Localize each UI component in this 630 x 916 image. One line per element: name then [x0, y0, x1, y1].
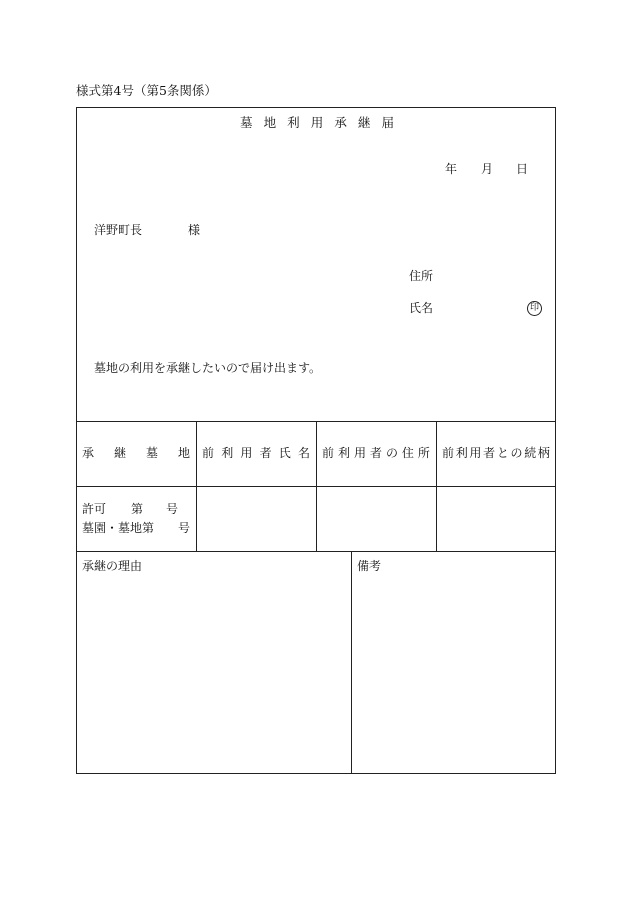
header-char: 前 — [202, 446, 215, 460]
header-previous-user-address — [322, 447, 430, 459]
header-char: 用 — [469, 446, 482, 460]
header-relationship — [442, 447, 550, 459]
date-month: 月 — [481, 162, 494, 176]
table-col-divider — [316, 421, 317, 551]
header-char: 前 — [442, 446, 455, 460]
title-char: 墓 — [240, 115, 253, 130]
statement-text: 墓地の利用を承継したいので届け出ます。 — [94, 361, 322, 375]
date-year: 年 — [445, 162, 458, 176]
plot-prefix: 墓園・墓地第 — [82, 521, 155, 535]
address-label: 住所 — [409, 269, 434, 283]
header-char: 柄 — [537, 446, 550, 460]
seal-mark: 印 — [527, 301, 542, 316]
title-char: 地 — [263, 115, 277, 130]
header-char: 用 — [353, 446, 366, 460]
addressee-name: 洋野町長 — [94, 223, 143, 237]
header-char: 墓 — [145, 446, 158, 460]
form-title — [240, 117, 394, 130]
title-char: 届 — [381, 115, 394, 130]
form-number: 様式第4号（第5条関係） — [76, 83, 217, 98]
lower-divider — [351, 551, 352, 774]
header-char: 者 — [369, 446, 382, 460]
date-day: 日 — [516, 162, 529, 176]
header-char: 続 — [524, 446, 537, 460]
plot-suffix: 号 — [178, 521, 191, 535]
header-char: 承 — [82, 446, 95, 460]
header-previous-user-name — [202, 447, 310, 459]
header-char: 利 — [455, 446, 468, 460]
title-char: 承 — [334, 115, 347, 130]
title-char: 用 — [310, 115, 324, 130]
title-char: 継 — [357, 115, 371, 130]
permit-mid: 第 — [131, 502, 144, 516]
remarks-label: 備考 — [357, 559, 382, 573]
addressee-honorific: 様 — [188, 223, 201, 237]
title-char: 利 — [287, 115, 300, 130]
header-char: 利 — [337, 446, 350, 460]
table-bottom-line — [76, 551, 556, 552]
header-char: の — [510, 446, 523, 460]
header-char: と — [496, 446, 509, 460]
header-char: 前 — [322, 446, 335, 460]
name-label: 氏名 — [409, 301, 434, 315]
header-char: 利 — [221, 446, 234, 460]
table-col-divider — [196, 421, 197, 551]
header-char: の — [385, 446, 398, 460]
header-char: 地 — [177, 446, 190, 460]
permit-suffix: 号 — [166, 502, 179, 516]
header-char: 用 — [240, 446, 253, 460]
header-char: 者 — [259, 446, 272, 460]
header-char: 継 — [113, 446, 126, 460]
header-char: 所 — [417, 446, 430, 460]
reason-label: 承継の理由 — [82, 559, 143, 573]
header-char: 住 — [401, 446, 414, 460]
header-char: 氏 — [278, 446, 291, 460]
header-succession-plot — [82, 447, 190, 459]
header-char: 名 — [297, 446, 310, 460]
header-char: 者 — [483, 446, 496, 460]
table-col-divider — [436, 421, 437, 551]
permit-prefix: 許可 — [82, 502, 107, 516]
